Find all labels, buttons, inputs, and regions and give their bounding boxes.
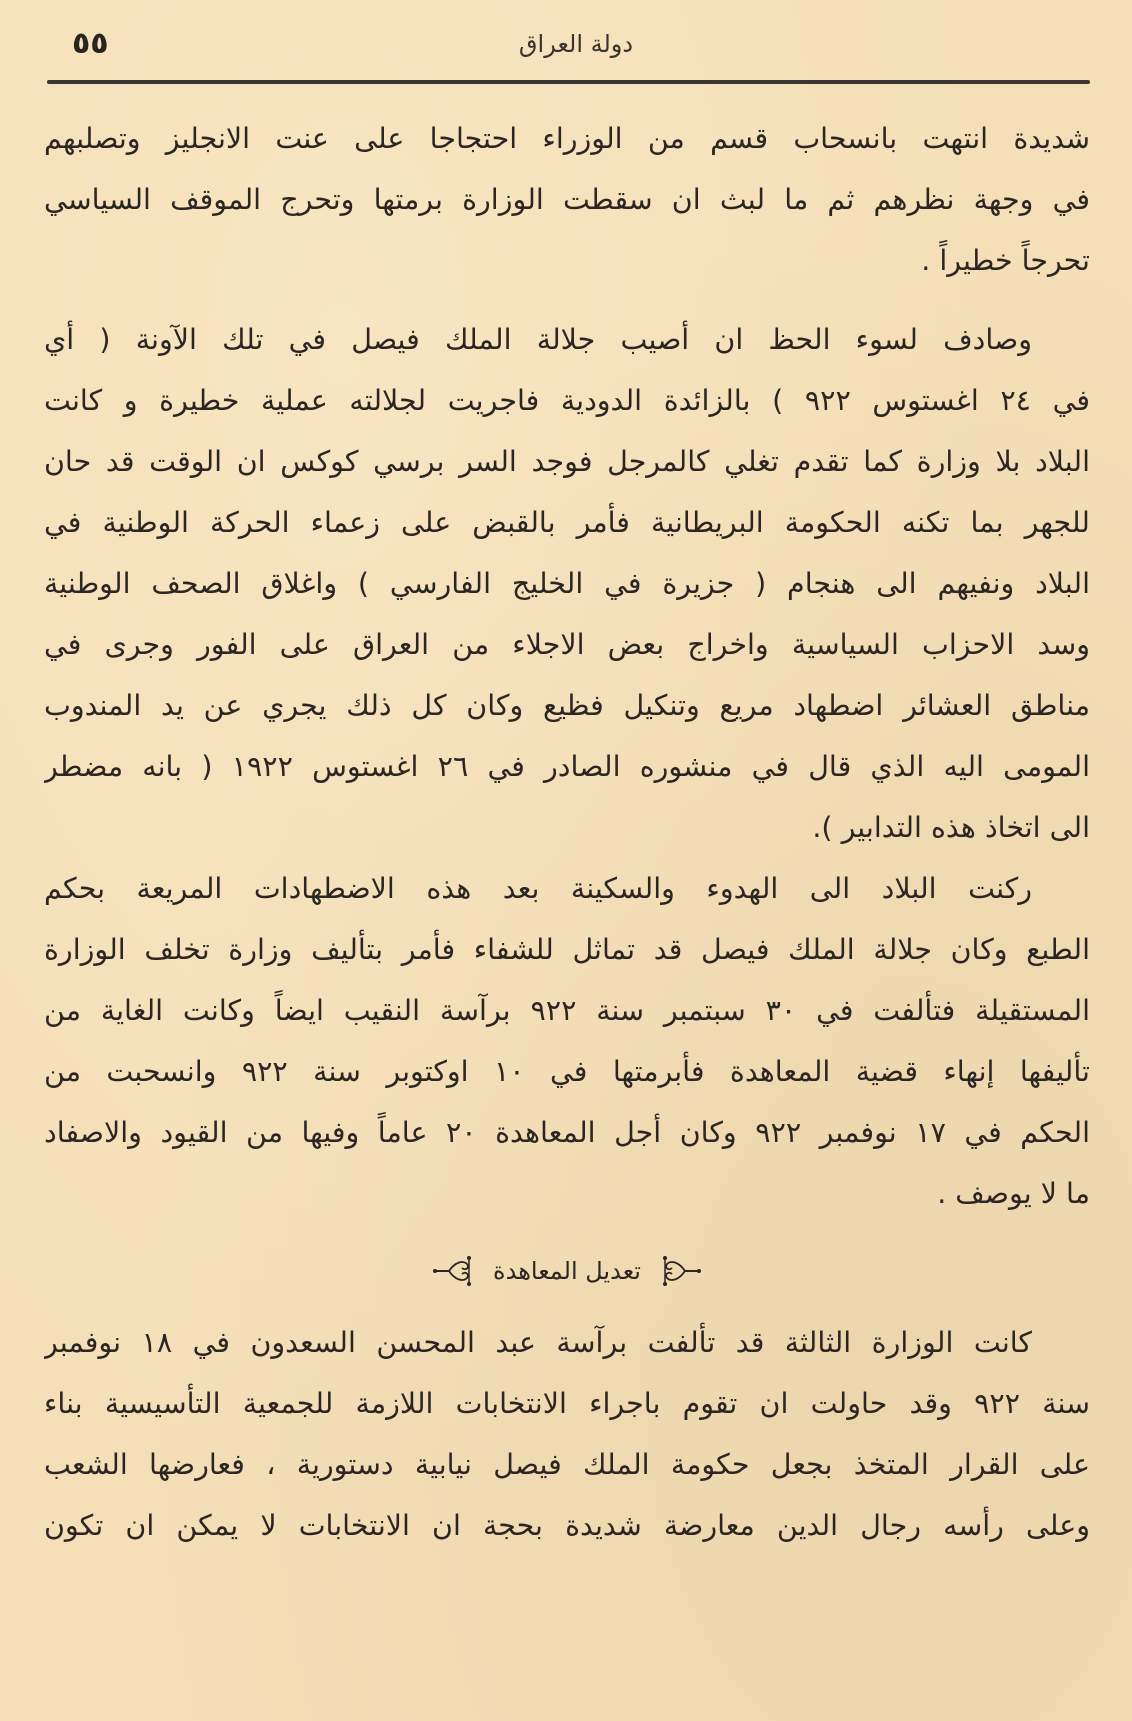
text-line: سنة ٩٢٢ وقد حاولت ان تقوم باجراء الانتخابات اللازمة للجمعية التأسيسية بناء xyxy=(44,1387,1090,1420)
paragraph xyxy=(44,1312,1090,1556)
text-line: المومى اليه الذي قال في منشوره الصادر في ٢٦ اغستوس ١٩٢٢ ( بانه مضطر xyxy=(44,750,1090,783)
section-heading xyxy=(44,1230,1090,1312)
text-line: وصادف لسوء الحظ ان أصيب جلالة الملك فيصل في تلك الآونة ( أي xyxy=(44,323,1032,356)
text-line: البلاد ونفيهم الى هنجام ( جزيرة في الخليج الفارسي ) واغلاق الصحف الوطنية xyxy=(44,567,1090,600)
text-line: المستقيلة فتألفت في ٣٠ سبتمبر سنة ٩٢٢ برآسة النقيب ايضاً وكانت الغاية من xyxy=(44,994,1090,1027)
text-line: البلاد بلا وزارة كما تقدم تغلي كالمرجل فوجد السر برسي كوكس ان الوقت قد حان xyxy=(44,445,1090,478)
text-line: وعلى رأسه رجال الدين معارضة شديدة بحجة ان الانتخابات لا يمكن ان تكون xyxy=(44,1509,1090,1542)
text-line: الى اتخاذ هذه التدابير ). xyxy=(812,811,1090,844)
text-line: الطبع وكان جلالة الملك فيصل قد تماثل للشفاء فأمر بتأليف وزارة تخلف الوزارة xyxy=(44,933,1090,966)
section-heading-text: تعديل المعاهدة xyxy=(493,1257,641,1285)
text-line: في ٢٤ اغستوس ٩٢٢ ) بالزائدة الدودية فاجريت لجلالته عملية خطيرة و كانت xyxy=(44,384,1090,417)
text-line: للجهر بما تكنه الحكومة البريطانية فأمر بالقبض على زعماء الحركة الوطنية في xyxy=(44,506,1090,539)
page-number: ٥٥ xyxy=(72,26,109,61)
text-line: ما لا يوصف . xyxy=(937,1177,1090,1210)
paragraph xyxy=(44,108,1090,291)
text-line: في وجهة نظرهم ثم ما لبث ان سقطت الوزارة برمتها وتحرج الموقف السياسي xyxy=(44,183,1090,216)
header-rule xyxy=(47,80,1090,84)
running-title: دولة العراق xyxy=(518,30,634,58)
text-line: الحكم في ١٧ نوفمبر ٩٢٢ وكان أجل المعاهدة ٢٠ عاماً وفيها من القيود والاصفاد xyxy=(44,1116,1090,1149)
text-line: مناطق العشائر اضطهاد مريع وتنكيل فظيع وكان كل ذلك يجري عن يد المندوب xyxy=(44,689,1090,722)
text-line: وسد الاحزاب السياسية واخراج بعض الاجلاء من العراق على الفور وجرى في xyxy=(44,628,1090,661)
text-line: ركنت البلاد الى الهدوء والسكينة بعد هذه الاضطهادات المريعة بحكم xyxy=(44,872,1032,905)
text-line: على القرار المتخذ بجعل حكومة الملك فيصل نيابية دستورية ، فعارضها الشعب xyxy=(44,1448,1090,1481)
text-line: كانت الوزارة الثالثة قد تألفت برآسة عبد المحسن السعدون في ١٨ نوفمبر xyxy=(44,1326,1033,1359)
fleuron-ornament-icon xyxy=(659,1254,703,1288)
text-line: تأليفها إنهاء قضية المعاهدة فأبرمتها في ١٠ اوكتوبر سنة ٩٢٢ وانسحبت من xyxy=(44,1055,1090,1088)
text-line: تحرجاً خطيراً . xyxy=(921,244,1090,277)
page-body xyxy=(44,108,1090,1556)
text-line: شديدة انتهت بانسحاب قسم من الوزراء احتجاجا على عنت الانجليز وتصلبهم xyxy=(44,122,1090,155)
fleuron-ornament-icon xyxy=(431,1254,475,1288)
paragraph xyxy=(44,858,1090,1224)
paragraph xyxy=(44,309,1090,858)
